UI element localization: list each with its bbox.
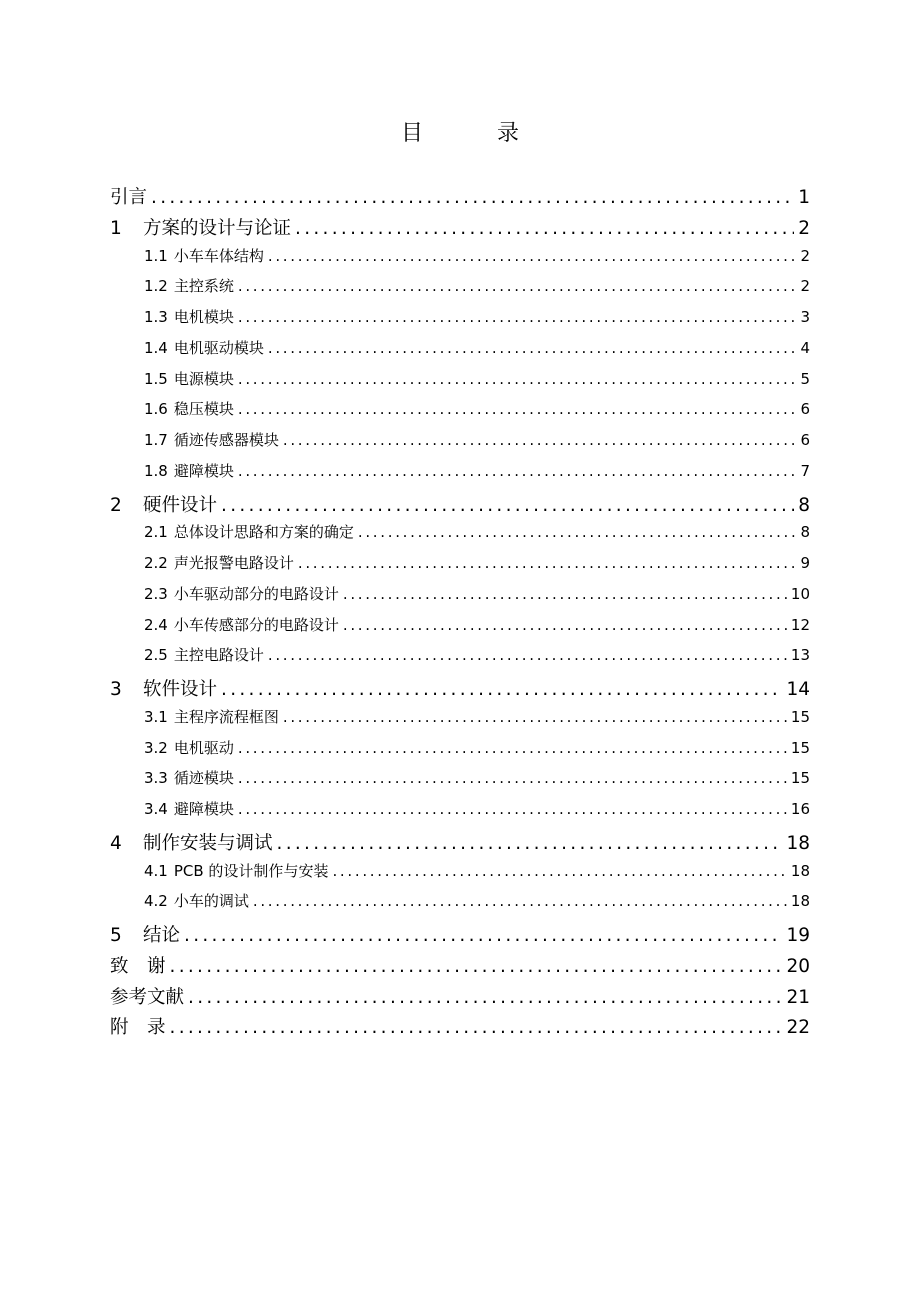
toc-entry[interactable] (110, 890, 810, 921)
toc-dot-leader (238, 400, 797, 418)
toc-entry-page-number: 9 (800, 554, 810, 572)
toc-entry-number: 1.6 (144, 400, 168, 419)
toc-dot-leader (238, 277, 797, 295)
toc-dot-leader (221, 679, 782, 700)
toc-entry-page-number: 21 (786, 986, 810, 1008)
table-of-contents (110, 183, 810, 1044)
toc-entry-number: 3.2 (144, 738, 168, 757)
toc-entry-page-number: 8 (800, 523, 810, 542)
toc-entry-number: 2 (110, 494, 122, 516)
toc-entry-number: 2.4 (144, 615, 168, 634)
toc-entry-page-number: 3 (800, 308, 810, 326)
toc-dot-leader (170, 956, 783, 977)
toc-entry-page-number: 18 (786, 832, 810, 854)
toc-entry[interactable] (110, 767, 810, 798)
toc-dot-leader (298, 554, 797, 572)
toc-entry-title: 小车的调试 (173, 892, 249, 911)
page-title: 目 录 (400, 121, 545, 146)
toc-entry-title: 避障模块 (173, 800, 234, 818)
toc-entry[interactable] (110, 921, 810, 952)
toc-entry-page-number: 5 (800, 369, 810, 388)
toc-entry[interactable] (110, 860, 810, 891)
toc-entry-number: 1.5 (144, 369, 168, 388)
toc-dot-leader (268, 339, 797, 357)
toc-dot-leader (277, 833, 783, 854)
toc-entry-page-number: 14 (786, 679, 810, 700)
toc-entry-number: 4.2 (144, 892, 168, 911)
toc-entry[interactable] (110, 798, 810, 829)
toc-entry-page-number: 8 (798, 494, 810, 516)
toc-entry-title: 结论 (143, 925, 181, 946)
toc-entry-number: 2.3 (144, 584, 168, 603)
toc-entry-page-number: 1 (798, 187, 810, 208)
toc-entry-number: 1.1 (144, 246, 168, 265)
toc-entry[interactable] (110, 583, 810, 614)
toc-entry-title: 致 谢 (110, 955, 166, 977)
toc-entry[interactable] (110, 1013, 810, 1044)
toc-entry-number: 2.1 (144, 523, 168, 542)
toc-entry-title: 声光报警电路设计 (173, 554, 294, 572)
toc-dot-leader (283, 431, 797, 449)
toc-entry-title: 稳压模块 (173, 400, 234, 419)
toc-dot-leader (283, 708, 787, 726)
toc-entry[interactable] (110, 737, 810, 768)
toc-entry[interactable] (110, 952, 810, 983)
toc-entry-number: 3.1 (144, 707, 168, 726)
toc-entry-number: 1.4 (144, 338, 168, 357)
toc-entry-page-number: 15 (790, 707, 810, 726)
toc-entry-page-number: 10 (790, 584, 810, 603)
toc-entry-title: PCB 的设计制作与安装 (173, 861, 329, 880)
toc-entry[interactable] (110, 245, 810, 276)
toc-entry[interactable] (110, 183, 810, 214)
toc-dot-leader (238, 462, 797, 480)
toc-entry-number: 2.2 (144, 554, 168, 572)
toc-entry[interactable] (110, 675, 810, 706)
toc-entry-page-number: 15 (790, 769, 810, 788)
toc-entry-page-number: 7 (800, 461, 810, 480)
toc-entry-page-number: 6 (800, 431, 810, 449)
toc-entry[interactable] (110, 368, 810, 399)
toc-entry-page-number: 16 (790, 800, 810, 818)
toc-entry-title: 主控系统 (173, 277, 234, 296)
toc-entry[interactable] (110, 460, 810, 491)
toc-dot-leader (238, 769, 787, 787)
toc-entry-page-number: 2 (800, 277, 810, 296)
toc-entry-title: 电机驱动 (173, 738, 234, 757)
toc-entry-title: 软件设计 (143, 679, 218, 700)
toc-entry[interactable] (110, 983, 810, 1014)
toc-entry-page-number: 22 (786, 1017, 810, 1039)
toc-dot-leader (268, 247, 797, 265)
toc-entry[interactable] (110, 275, 810, 306)
toc-entry-title: 附 录 (110, 1017, 166, 1039)
toc-entry[interactable] (110, 706, 810, 737)
toc-entry-page-number: 15 (790, 738, 810, 757)
toc-entry-title: 方案的设计与论证 (143, 217, 292, 239)
toc-entry-page-number: 12 (790, 615, 810, 634)
toc-entry-title: 小车驱动部分的电路设计 (173, 584, 339, 603)
toc-entry-title: 电机模块 (173, 308, 234, 326)
toc-entry-number: 1.3 (144, 308, 168, 326)
toc-dot-leader (238, 308, 797, 326)
toc-entry-title: 循迹模块 (173, 769, 234, 788)
toc-entry-page-number: 20 (786, 955, 810, 977)
toc-entry-page-number: 13 (790, 646, 810, 665)
toc-dot-leader (188, 987, 782, 1008)
toc-entry-page-number: 19 (786, 925, 810, 946)
toc-dot-leader (332, 862, 786, 880)
toc-entry-title: 硬件设计 (143, 494, 218, 516)
toc-dot-leader (238, 800, 787, 818)
toc-entry[interactable] (110, 829, 810, 860)
toc-entry-number: 4 (110, 832, 122, 854)
toc-entry-title: 小车传感部分的电路设计 (173, 615, 339, 634)
toc-entry-page-number: 18 (790, 861, 810, 880)
toc-entry[interactable] (110, 521, 810, 552)
toc-dot-leader (358, 523, 797, 541)
toc-entry-page-number: 6 (800, 400, 810, 419)
toc-dot-leader (343, 585, 787, 603)
toc-entry[interactable] (110, 491, 810, 522)
toc-entry[interactable] (110, 398, 810, 429)
toc-dot-leader (221, 495, 794, 516)
toc-entry-number: 1.2 (144, 277, 168, 296)
toc-dot-leader (238, 370, 797, 388)
toc-entry-title: 引言 (110, 187, 148, 208)
toc-entry[interactable] (110, 337, 810, 368)
toc-dot-leader (238, 739, 787, 757)
toc-entry[interactable] (110, 214, 810, 245)
toc-entry-page-number: 2 (798, 217, 810, 239)
toc-entry-title: 主程序流程框图 (173, 707, 279, 726)
toc-entry-number: 1 (110, 217, 122, 239)
toc-entry-title: 电机驱动模块 (173, 338, 264, 357)
toc-dot-leader (184, 925, 782, 946)
toc-entry[interactable] (110, 614, 810, 645)
toc-entry-number: 1.7 (144, 431, 168, 449)
toc-entry-title: 小车车体结构 (173, 246, 264, 265)
toc-entry[interactable] (110, 644, 810, 675)
toc-entry-title: 循迹传感器模块 (173, 431, 279, 449)
toc-entry-number: 4.1 (144, 861, 168, 880)
toc-entry-title: 总体设计思路和方案的确定 (173, 523, 354, 542)
toc-entry-number: 2.5 (144, 646, 168, 665)
toc-entry[interactable] (110, 552, 810, 583)
toc-dot-leader (253, 892, 787, 910)
toc-dot-leader (151, 187, 794, 208)
toc-entry[interactable] (110, 306, 810, 337)
toc-dot-leader (343, 616, 787, 634)
toc-entry-title: 主控电路设计 (173, 646, 264, 665)
toc-dot-leader (170, 1017, 783, 1038)
toc-entry-number: 5 (110, 925, 122, 946)
toc-entry-number: 3.3 (144, 769, 168, 788)
toc-dot-leader (295, 218, 794, 239)
toc-entry-title: 避障模块 (173, 461, 234, 480)
toc-entry-title: 参考文献 (110, 986, 185, 1008)
toc-entry-page-number: 18 (790, 892, 810, 911)
toc-entry-number: 3.4 (144, 800, 168, 818)
toc-entry-title: 制作安装与调试 (143, 832, 273, 854)
toc-entry-page-number: 4 (800, 338, 810, 357)
toc-entry-number: 3 (110, 679, 122, 700)
toc-entry-number: 1.8 (144, 461, 168, 480)
toc-entry-page-number: 2 (800, 246, 810, 265)
toc-dot-leader (268, 646, 787, 664)
toc-entry[interactable] (110, 429, 810, 460)
toc-entry-title: 电源模块 (173, 369, 234, 388)
